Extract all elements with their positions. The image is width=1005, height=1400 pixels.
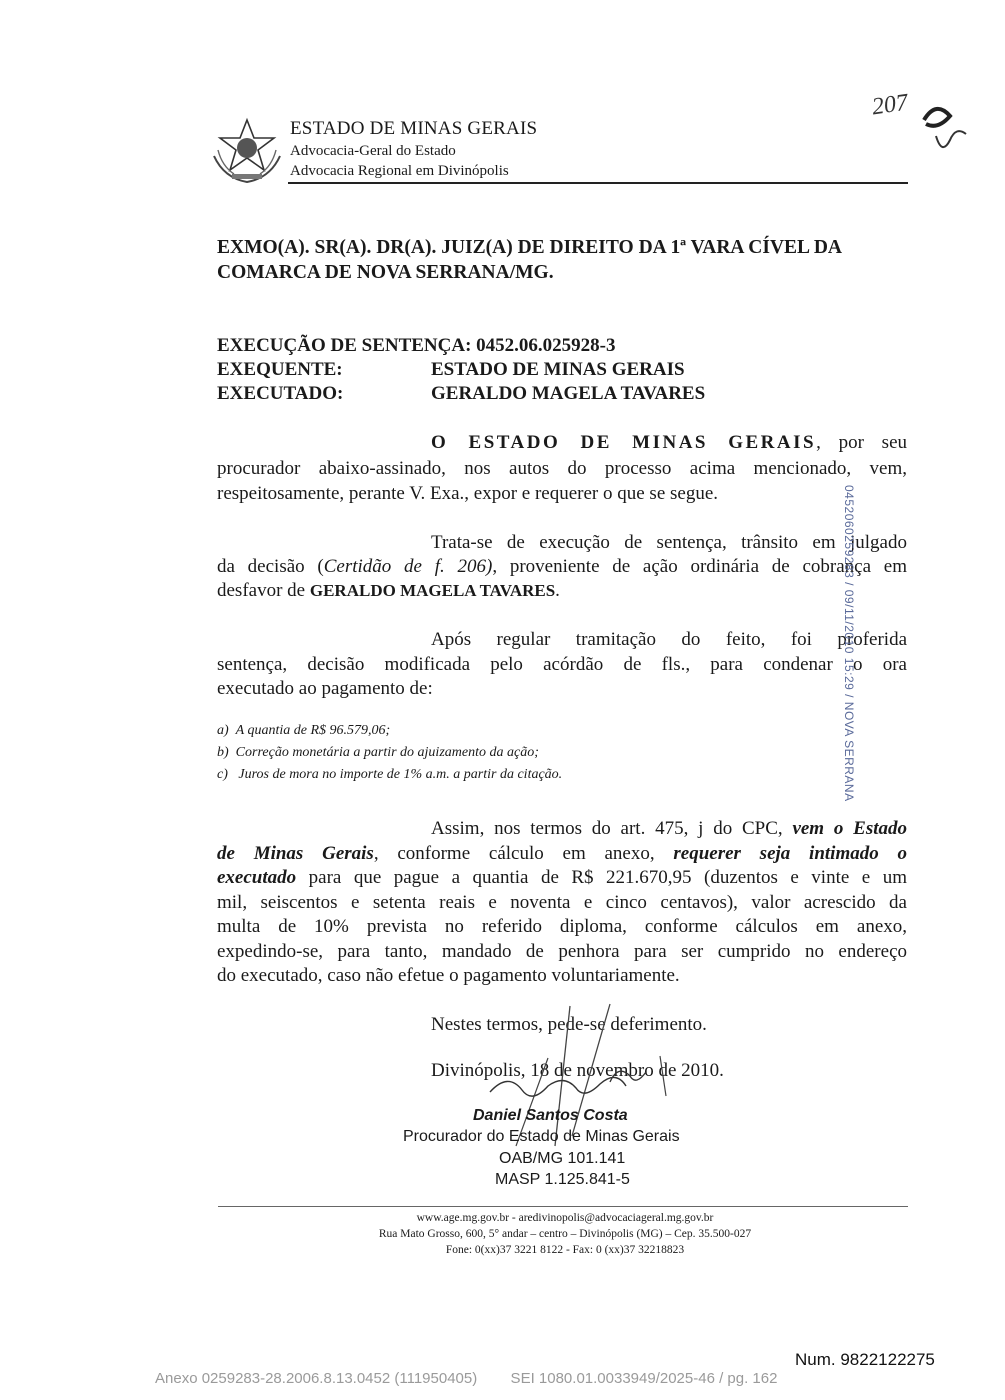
exequente-label: EXEQUENTE: [217, 359, 343, 380]
header-title: ESTADO DE MINAS GERAIS [290, 118, 538, 139]
paragraph-4-line-6: expedindo-se, para tanto, mandado de penhora para ser cumprido no endereço [217, 941, 907, 962]
p4-l1-emphasis: vem o Estado [792, 818, 907, 839]
signer-name: Daniel Santos Costa [473, 1107, 628, 1124]
state-name: O ESTADO DE MINAS GERAIS [431, 432, 817, 453]
signer-masp: MASP 1.125.841-5 [495, 1171, 630, 1188]
p1-tail: , por seu [816, 432, 907, 453]
list-marker: a) [217, 723, 229, 738]
executado-value: GERALDO MAGELA TAVARES [431, 383, 706, 404]
p4-l3-emphasis: executado [217, 867, 297, 888]
paragraph-2-line-3 [217, 578, 907, 603]
p2-l3-b: . [555, 580, 560, 601]
paragraph-1-line-2: procurador abaixo-assinado, nos autos do processo acima mencionado, vem, [217, 458, 907, 479]
paragraph-2-line-2 [217, 554, 907, 579]
paragraph-3-line-3: executado ao pagamento de: [217, 678, 433, 699]
paragraph-3-line-2: sentença, decisão modificada pelo acórdão de fls., para condenar o ora [217, 654, 907, 675]
document-number: Num. 9822122275 [795, 1350, 935, 1369]
list-item [217, 767, 562, 783]
page-number-mark: 207 [870, 89, 910, 121]
case-number: EXECUÇÃO DE SENTENÇA: 0452.06.025928-3 [217, 335, 616, 356]
list-marker: b) [217, 745, 229, 760]
p4-l1-a: Assim, nos termos do art. 475, j do CPC, [431, 818, 793, 839]
p4-l2-emphasis: de Minas Gerais [217, 843, 374, 864]
paragraph-4-line-5: multa de 10% prevista no referido diploma, conforme cálculos em anexo, [217, 916, 907, 937]
list-item-text: Juros de mora no importe de 1% a.m. a partir da citação. [238, 767, 563, 782]
paragraph-3-line-1: Após regular tramitação do feito, foi proferida [431, 629, 907, 650]
place-date: Divinópolis, 18 de novembro de 2010. [431, 1060, 724, 1081]
footer-line-2: Rua Mato Grosso, 600, 5° andar – centro – Divinópolis (MG) – Cep. 35.500-027 [378, 1228, 752, 1240]
signer-oab: OAB/MG 101.141 [499, 1150, 626, 1167]
handwritten-initials-icon [916, 90, 976, 160]
exequente-value: ESTADO DE MINAS GERAIS [431, 359, 685, 380]
certidao-reference: Certidão de f. 206) [323, 556, 493, 577]
paragraph-4-line-1 [431, 816, 907, 841]
p2-l2-a: da decisão ( [217, 556, 324, 577]
signer-role: Procurador do Estado de Minas Gerais [403, 1128, 680, 1145]
paragraph-4-line-7: do executado, caso não efetue o pagamento voluntariamente. [217, 965, 680, 986]
header-subtitle-2: Advocacia Regional em Divinópolis [290, 163, 509, 179]
footer-rule [218, 1206, 908, 1207]
p4-l2-emphasis-2: requerer seja intimado o [673, 843, 907, 864]
footer-line-3: Fone: 0(xx)37 3221 8122 - Fax: 0 (xx)37 32218823 [445, 1244, 685, 1256]
coat-of-arms-icon [208, 116, 286, 186]
executado-label: EXECUTADO: [217, 383, 344, 404]
paragraph-1-line-1 [431, 430, 907, 455]
list-marker: c) [217, 767, 228, 782]
annex-reference: Anexo 0259283-28.2006.8.13.0452 (111950405) SEI 1080.01.0033949/2025-46 / pg. 162 [155, 1370, 778, 1387]
list-item [217, 723, 390, 739]
footer-line-1: www.age.mg.gov.br - aredivinopolis@advocaciageral.mg.gov.br [416, 1212, 714, 1224]
addressee-line-2: COMARCA DE NOVA SERRANA/MG. [217, 262, 554, 283]
header-rule [288, 182, 908, 184]
filing-stamp: 0452060259283 / 09/11/2010 15:29 / NOVA SERRANA [842, 485, 856, 802]
header-subtitle-1: Advocacia-Geral do Estado [290, 143, 456, 159]
executado-name: GERALDO MAGELA TAVARES [309, 581, 556, 600]
paragraph-4-line-3 [217, 865, 907, 890]
p4-l3-a: para que pague a quantia de R$ 221.670,95 (duzentos e vinte e um [296, 867, 907, 888]
p2-l3-a: desfavor de [217, 580, 310, 601]
paragraph-4-line-2 [217, 841, 907, 866]
p2-l2-b: , proveniente de ação ordinária de cobrança em [492, 556, 907, 577]
list-item [217, 745, 539, 761]
paragraph-1-line-3: respeitosamente, perante V. Exa., expor e requerer o que se segue. [217, 483, 719, 504]
list-item-text: A quantia de R$ 96.579,06; [235, 723, 391, 738]
list-item-text: Correção monetária a partir do ajuizamento da ação; [235, 745, 539, 760]
signature-scribble-icon [460, 996, 720, 1176]
p4-l2-a: , conforme cálculo em anexo, [373, 843, 674, 864]
addressee-line-1: EXMO(A). SR(A). DR(A). JUIZ(A) DE DIREITO DA 1ª VARA CÍVEL DA [217, 237, 843, 258]
paragraph-4-line-4: mil, seiscentos e setenta reais e noventa e cinco centavos), valor acrescido da [217, 892, 907, 913]
closing-request: Nestes termos, pede-se deferimento. [431, 1014, 707, 1035]
paragraph-2-line-1: Trata-se de execução de sentença, trânsito em julgado [431, 532, 907, 553]
